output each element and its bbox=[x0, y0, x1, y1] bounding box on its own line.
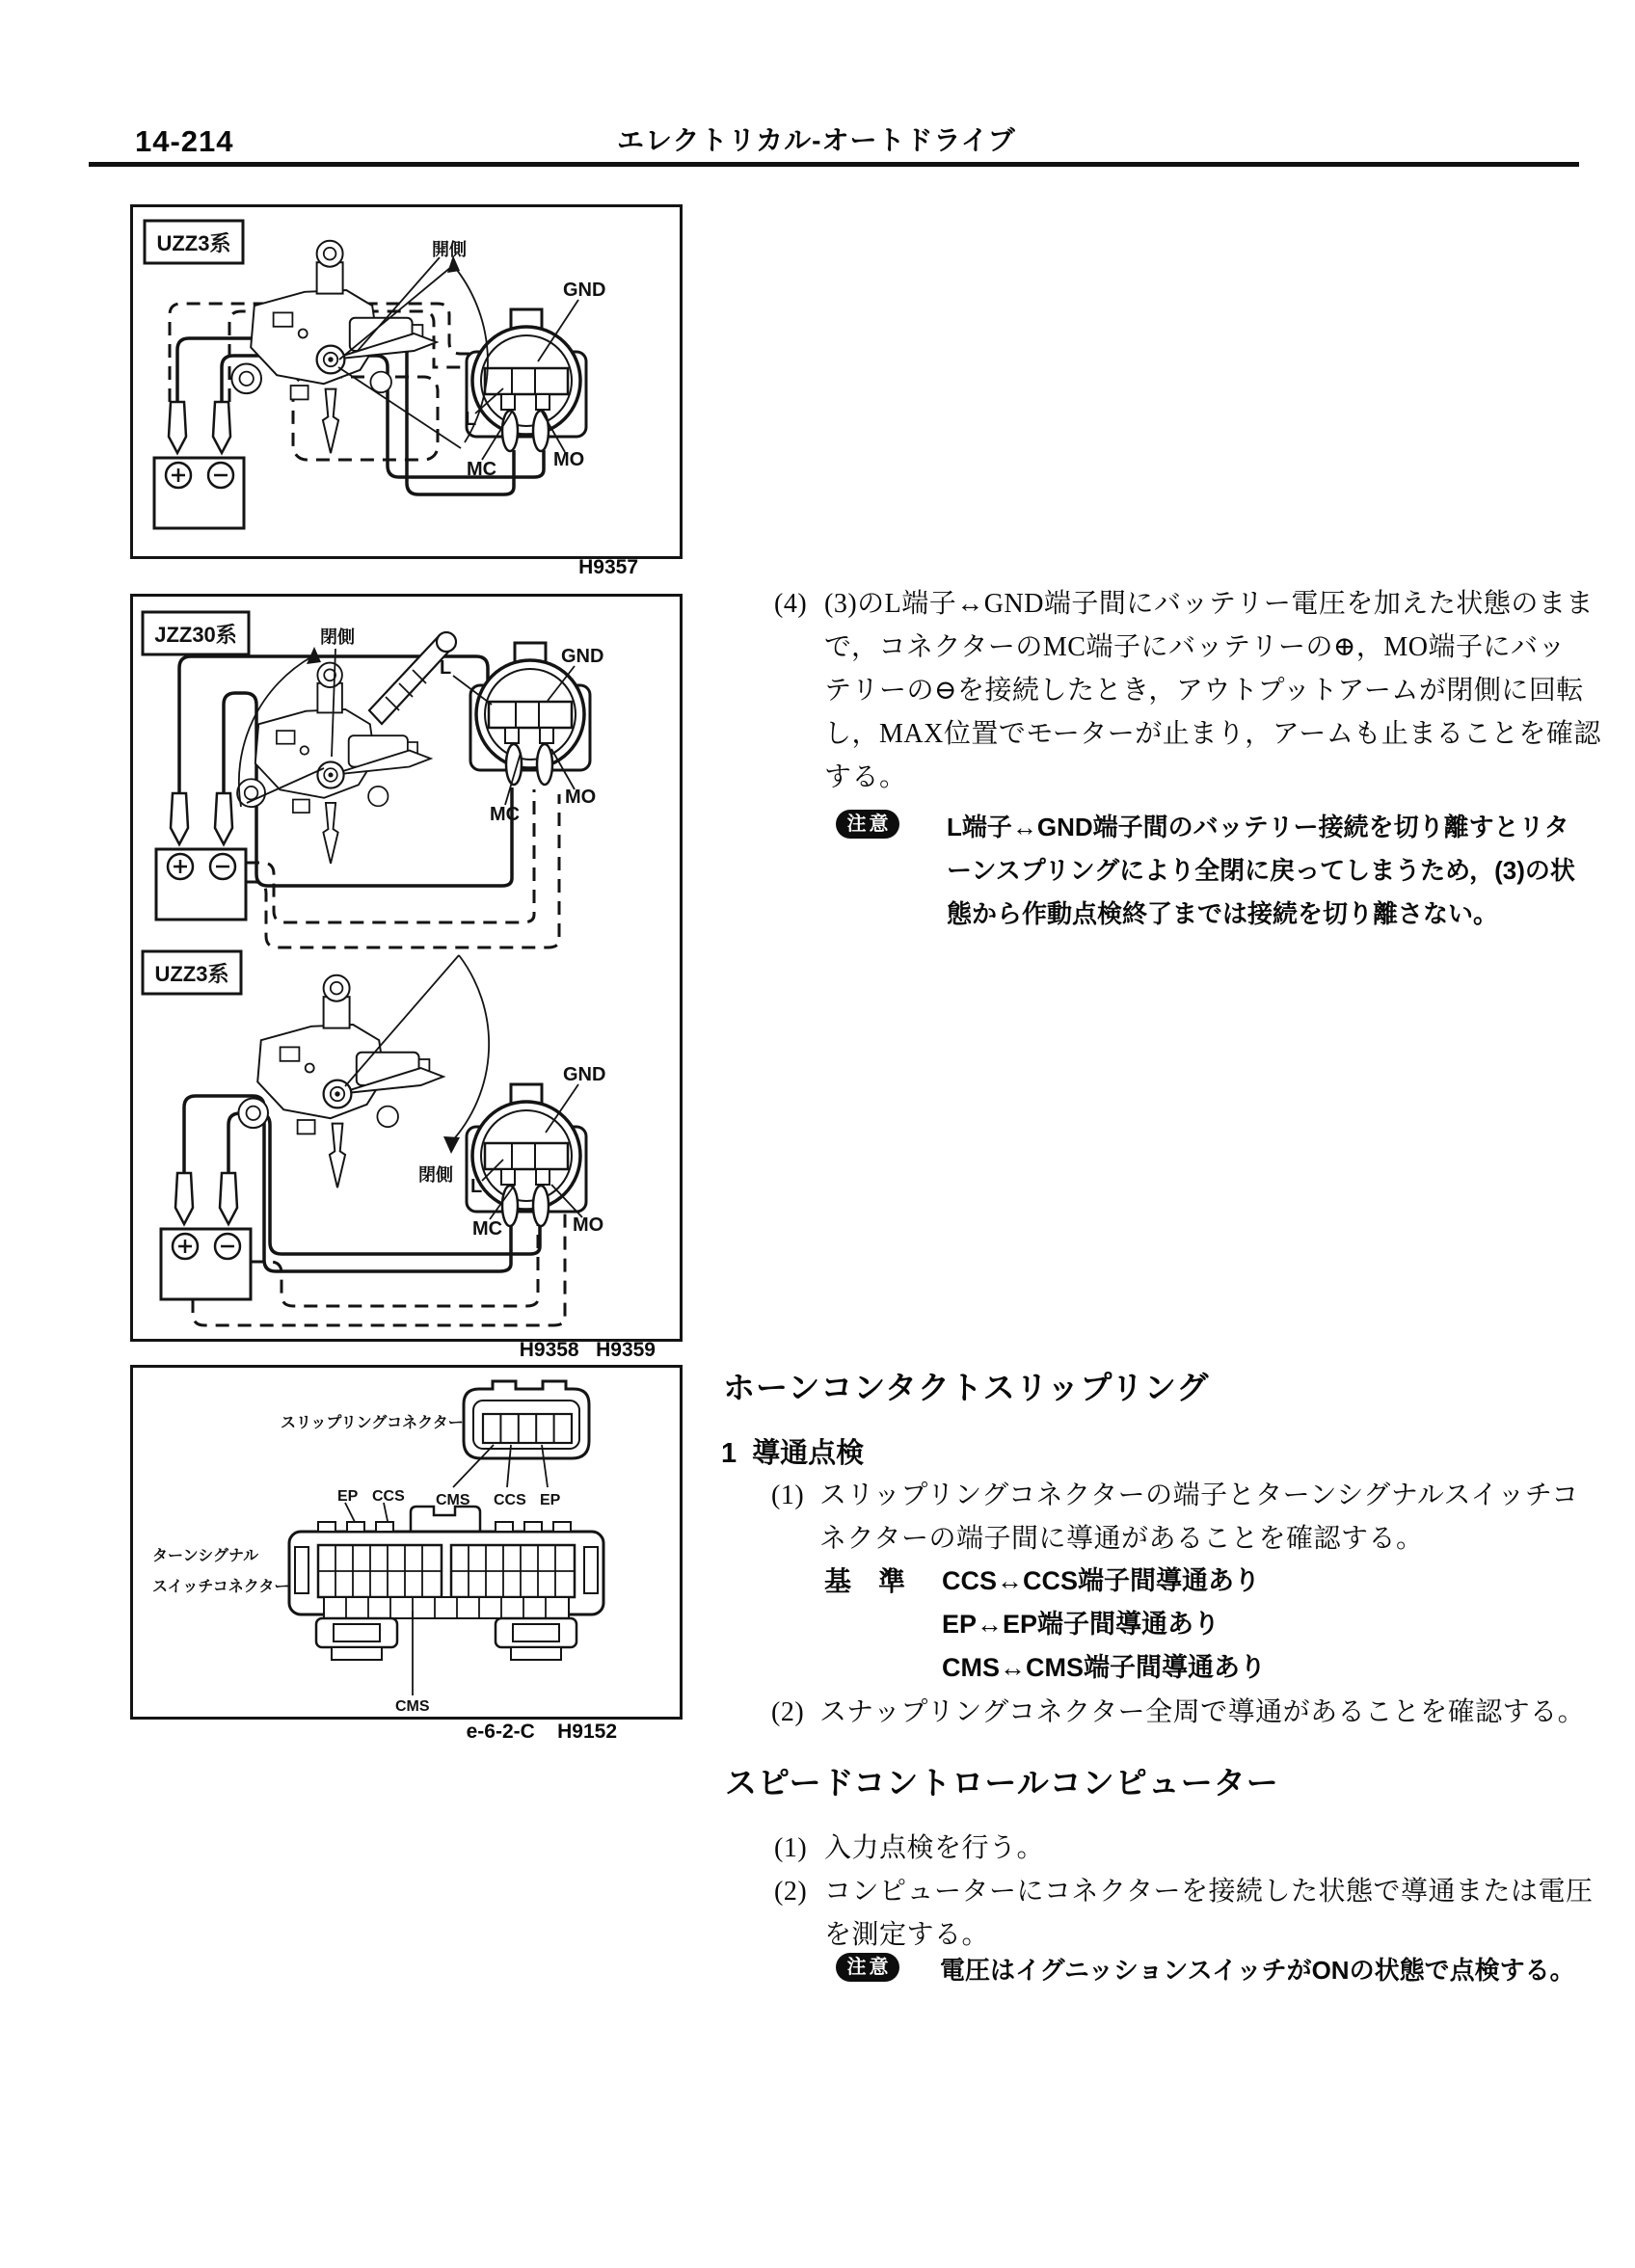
step-number: (4) bbox=[774, 589, 808, 619]
model-label: JZZ30系 bbox=[154, 623, 237, 647]
caution-badge: 注意 bbox=[836, 1953, 899, 1982]
mo-label: MO bbox=[553, 449, 585, 470]
l-label: L bbox=[465, 409, 477, 430]
slip-ring-connector-label: スリップリングコネクター bbox=[281, 1415, 464, 1431]
item-number: (2) bbox=[771, 1697, 805, 1727]
step-4-line: する。 bbox=[824, 762, 907, 792]
mo-label: MO bbox=[565, 787, 597, 808]
standard-line: CCS↔CCS端子間導通あり bbox=[942, 1566, 1261, 1595]
figure-jzz30-uzz3-drawing bbox=[133, 597, 680, 1339]
page-number: 14-214 bbox=[135, 124, 234, 158]
figure-uzz3-open-drawing bbox=[133, 207, 680, 556]
step-1-continuity-check bbox=[721, 1431, 864, 1471]
model-label: UZZ3系 bbox=[154, 962, 229, 986]
battery-drawing bbox=[154, 402, 244, 528]
caution-line: L端子↔GND端子間のバッテリー接続を切り離すとリタ bbox=[947, 813, 1569, 841]
figure-connectors-drawing bbox=[133, 1368, 680, 1717]
turn-signal-label-line1: ターンシグナル bbox=[152, 1548, 259, 1564]
figure-uzz3-open bbox=[130, 204, 683, 559]
caution-note-1 bbox=[836, 806, 1575, 936]
item-line: ネクターの端子間に導通があることを確認する。 bbox=[819, 1524, 1424, 1554]
model-label: UZZ3系 bbox=[156, 231, 231, 255]
figure-jzz30-uzz3-closed bbox=[130, 594, 683, 1342]
step-4-line: し，MAX位置でモーターが止まり，アームも止まることを確認 bbox=[824, 719, 1601, 749]
item-2-paragraph bbox=[771, 1691, 1585, 1734]
ccs-label: CCS bbox=[494, 1492, 526, 1508]
step-4-paragraph bbox=[774, 582, 1601, 799]
standard-line: EP↔EP端子間導通あり bbox=[942, 1610, 1220, 1639]
step-4-line: で，コネクターのMC端子にバッテリーの⊕，MO端子にバッ bbox=[824, 632, 1567, 662]
step-4-line: (3)のL端子↔GND端子間にバッテリー電圧を加えた状態のまま bbox=[824, 589, 1594, 619]
open-side-label: 開側 bbox=[432, 240, 467, 259]
gnd-label: GND bbox=[563, 1064, 606, 1085]
ep-label: EP bbox=[540, 1492, 561, 1508]
item-number: (2) bbox=[774, 1877, 808, 1907]
gnd-label: GND bbox=[561, 646, 604, 667]
item-line: 入力点検を行う。 bbox=[824, 1833, 1045, 1863]
step-title: 導通点検 bbox=[752, 1438, 865, 1469]
mc-label: MC bbox=[490, 804, 521, 825]
figure-code: H9357 bbox=[578, 556, 638, 578]
gnd-label: GND bbox=[563, 280, 606, 301]
item-2-paragraph bbox=[774, 1870, 1593, 1957]
caution-line: 電圧はイグニッションスイッチがONの状態で点検する。 bbox=[940, 1956, 1575, 1985]
closed-side-label: 閉側 bbox=[320, 627, 355, 647]
closed-side-label: 閉側 bbox=[418, 1165, 453, 1185]
item-line: スナップリングコネクター全周で導通があることを確認する。 bbox=[819, 1697, 1586, 1727]
caution-note-2 bbox=[836, 1949, 1575, 1992]
connector-drawing bbox=[467, 1084, 586, 1226]
l-label: L bbox=[440, 657, 452, 679]
turn-signal-label-line2: スイッチコネクター bbox=[152, 1579, 290, 1595]
item-line: スリップリングコネクターの端子とターンシグナルスイッチコ bbox=[819, 1481, 1579, 1510]
battery-drawing bbox=[161, 1173, 251, 1299]
caution-line: ーンスプリングにより全閉に戻ってしまうため，(3)の状 bbox=[947, 856, 1575, 885]
arrowhead bbox=[443, 1136, 460, 1154]
figure-codes: H9358 H9359 bbox=[519, 1339, 656, 1361]
battery-drawing bbox=[156, 793, 246, 920]
ccs-top-label: CCS bbox=[372, 1488, 405, 1505]
l-label: L bbox=[470, 1176, 483, 1197]
caution-badge: 注意 bbox=[836, 810, 899, 839]
header-rule bbox=[89, 162, 1579, 167]
standard-line: CMS↔CMS端子間導通あり bbox=[942, 1653, 1266, 1682]
item-line: を測定する。 bbox=[824, 1920, 990, 1950]
mc-label: MC bbox=[472, 1218, 503, 1240]
section-title-speed-control-computer: スピードコントロールコンピューター bbox=[725, 1765, 1279, 1801]
item-1-paragraph bbox=[774, 1827, 1044, 1870]
item-1-paragraph bbox=[771, 1474, 1579, 1561]
section-title-horn-contact-slip-ring: ホーンコンタクトスリップリング bbox=[723, 1370, 1210, 1405]
item-number: (1) bbox=[771, 1481, 805, 1510]
page-header-title: エレクトリカル-オートドライブ bbox=[617, 125, 1016, 155]
figure-connectors bbox=[130, 1365, 683, 1720]
item-number: (1) bbox=[774, 1833, 808, 1863]
turn-signal-connector-drawing bbox=[289, 1507, 603, 1660]
mo-label: MO bbox=[573, 1214, 604, 1236]
cms-bottom-label: CMS bbox=[395, 1698, 430, 1715]
ep-top-label: EP bbox=[337, 1488, 359, 1505]
standard-block bbox=[824, 1560, 1266, 1690]
slip-ring-connector-drawing bbox=[464, 1381, 589, 1458]
step-number: 1 bbox=[721, 1438, 737, 1469]
step-4-line: テリーの⊖を接続したとき，アウトプットアームが閉側に回転 bbox=[824, 676, 1584, 706]
item-line: コンピューターにコネクターを接続した状態で導通または電圧 bbox=[824, 1877, 1594, 1907]
standard-label: 基 準 bbox=[824, 1566, 906, 1596]
cms-label: CMS bbox=[436, 1492, 470, 1508]
caution-line: 態から作動点検終了までは接続を切り離さない。 bbox=[947, 899, 1499, 928]
mc-label: MC bbox=[467, 459, 497, 480]
figure-code: e-6-2-C H9152 bbox=[466, 1721, 617, 1743]
